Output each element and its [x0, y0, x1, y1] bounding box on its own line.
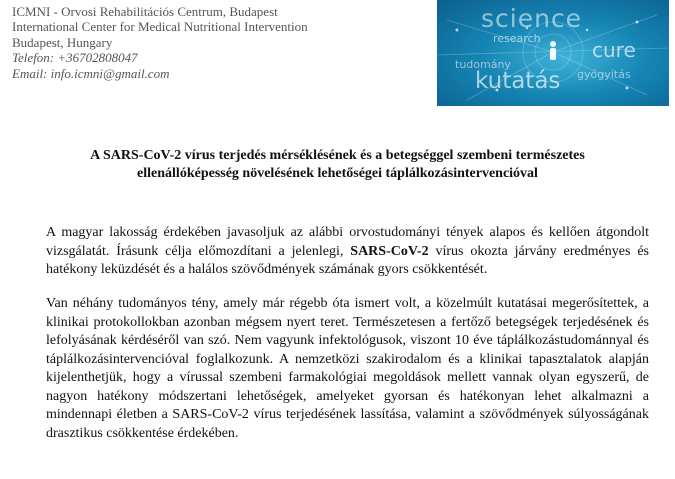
paragraph-facts: Van néhány tudományos tény, amely már régebb óta ismert volt, a közelmúlt kutatásai megerősítettek, a klinikai protokollokban azonban mégsem nyert teret. Természetesen a fertőző betegségek terjedésének és lefolyásának kérdéséről van szó. Nem vagyunk infektológusok, viszont 10 éve táplálkozástudománnyal és táplálkozásintervencióval foglalkozunk. A nemzetközi szakirodalom és a klinikai tapasztalatok alapján kijelenthetjük, hogy a vírussal szembeni farmakológiai megoldások mellett vannak olyan egyszerű, de nagyon hatékony módszertani lehetőségek, amelyeket gyorsan és hatékonyan lehet alkalmazni a mindennapi életben a SARS-CoV-2 vírus terjedésének lassítása, valamint a szövődmények súlyosságának drasztikus csökkentése érdekében. [46, 296, 649, 441]
intro-virus-name: SARS-CoV-2 [350, 243, 429, 259]
title-line-1: A SARS-CoV-2 vírus terjedés mérséklésének és a betegséggel szembeni természetes [90, 148, 585, 163]
human-figure-icon [550, 41, 556, 60]
banner-word-gyogyitas: gyógyítás [577, 68, 631, 81]
title-line-2: ellenállóképesség növelésének lehetőségei táplálkozásintervencióval [137, 166, 538, 181]
science-banner-image [437, 0, 669, 106]
intro-text-start: A magyar lakosság érdekében javasoljuk az alábbi orvostudományi tények alapos és kellően átgondolt vizsgálatát. Írásunk célja előmozdítani a jelenlegi, [46, 225, 649, 259]
org-english-name: International Center for Medical Nutritional Intervention [12, 19, 308, 35]
banner-word-cure: cure [592, 38, 636, 62]
paragraph-intro [46, 224, 649, 280]
intro-text-end: vírus okozta járvány eredményes és hatékony leküzdését és a halálos szövődmények számának gyors csökkentését. [46, 243, 649, 277]
email-address: Email: info.icmni@gmail.com [12, 65, 170, 81]
banner-word-science: science [481, 4, 583, 33]
phone-number: Telefon: +36702808047 [12, 50, 138, 66]
org-location: Budapest, Hungary [12, 34, 113, 50]
banner-word-tudomany: tudomány [455, 58, 511, 71]
letterhead [12, 4, 308, 81]
banner-word-research: research [493, 32, 541, 45]
banner-word-kutatas: kutatás [475, 68, 561, 94]
org-name: ICMNI - Orvosi Rehabilitációs Centrum, Budapest [12, 4, 278, 19]
document-title [30, 147, 645, 183]
